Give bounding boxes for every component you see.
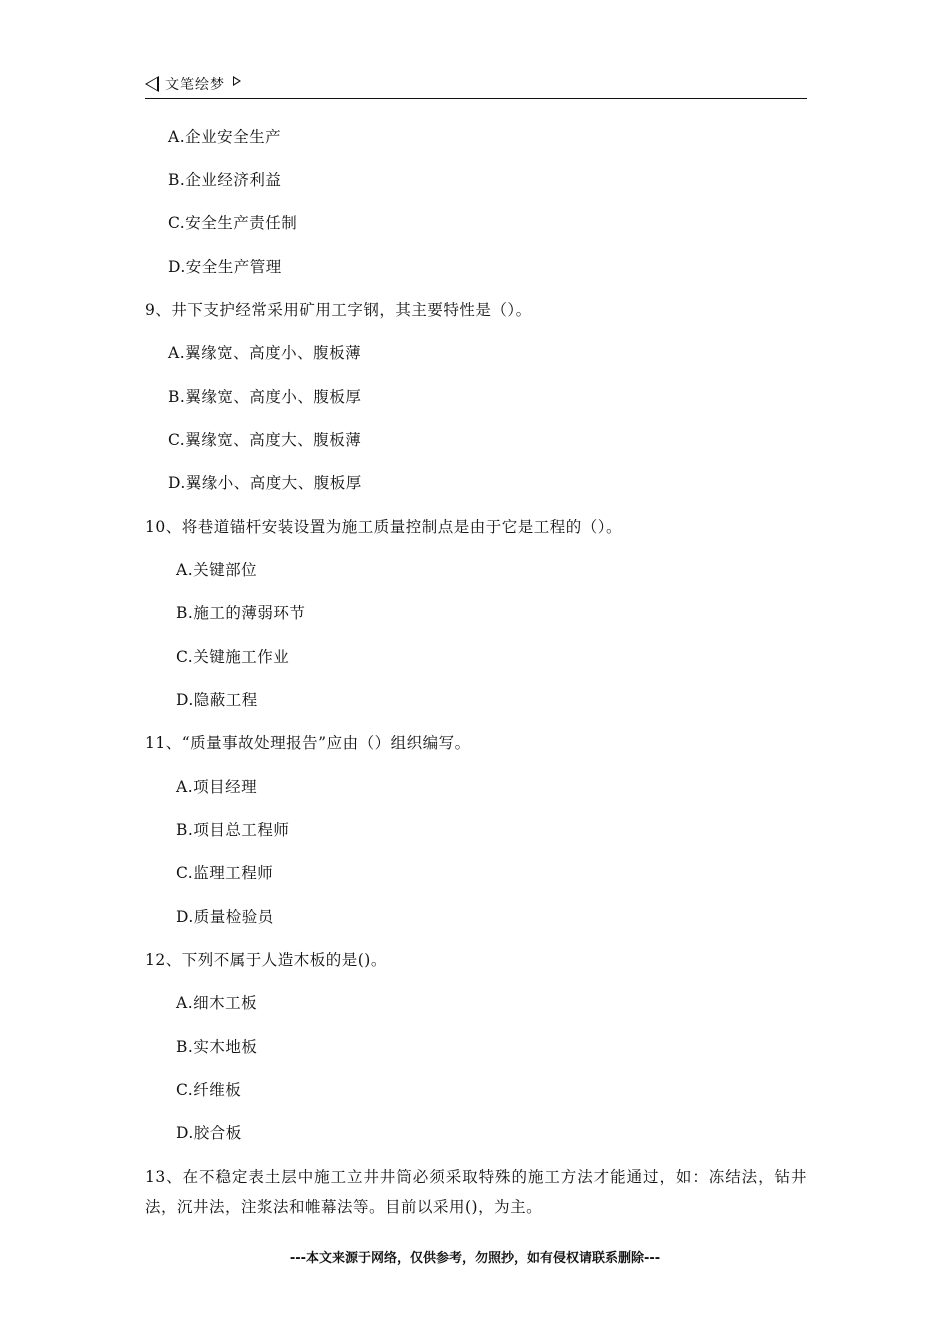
- q8-option-a: A.企业安全生产: [168, 128, 282, 146]
- q11-option-a: A.项目经理: [176, 778, 258, 796]
- q10-stem: 10、将巷道锚杆安装设置为施工质量控制点是由于它是工程的（）。: [145, 518, 622, 536]
- q12-option-a: A.细木工板: [176, 994, 258, 1012]
- q9-option-c: C.翼缘宽、高度大、腹板薄: [168, 431, 362, 449]
- q8-option-d: D.安全生产管理: [168, 258, 282, 276]
- q8-option-b: B.企业经济利益: [168, 171, 282, 189]
- q12-option-d: D.胶合板: [176, 1124, 242, 1142]
- q11-option-b: B.项目总工程师: [176, 821, 290, 839]
- right-triangle-icon: [233, 76, 241, 86]
- footer-notice: ---本文来源于网络，仅供参考，勿照抄，如有侵权请联系删除---: [289, 1251, 661, 1266]
- q9-option-b: B.翼缘宽、高度小、腹板厚: [168, 388, 362, 406]
- q11-option-d: D.质量检验员: [176, 908, 274, 926]
- q12-stem: 12、下列不属于人造木板的是()。: [145, 951, 387, 969]
- q9-stem: 9、井下支护经常采用矿用工字钢，其主要特性是（）。: [145, 301, 532, 319]
- q10-option-a: A.关键部位: [176, 561, 258, 579]
- left-triangle-icon: [145, 76, 159, 92]
- q10-option-b: B.施工的薄弱环节: [176, 604, 306, 622]
- q10-option-c: C.关键施工作业: [176, 648, 290, 666]
- header-brand: 文笔绘梦: [165, 77, 225, 93]
- q13-stem: 13、在不稳定表土层中施工立井井筒必须采取特殊的施工方法才能通过，如：冻结法，钻井法，沉井法，注浆法和帷幕法等。目前以采用()，为主。: [145, 1168, 807, 1216]
- q9-option-d: D.翼缘小、高度大、腹板厚: [168, 474, 362, 492]
- q10-option-d: D.隐蔽工程: [176, 691, 258, 709]
- q11-option-c: C.监理工程师: [176, 864, 274, 882]
- q11-stem: 11、“质量事故处理报告”应由（）组织编写。: [145, 734, 471, 752]
- q9-option-a: A.翼缘宽、高度小、腹板薄: [168, 344, 362, 362]
- q12-option-c: C.纤维板: [176, 1081, 242, 1099]
- page-header: [145, 72, 807, 99]
- q12-option-b: B.实木地板: [176, 1038, 258, 1056]
- q8-option-c: C.安全生产责任制: [168, 214, 298, 232]
